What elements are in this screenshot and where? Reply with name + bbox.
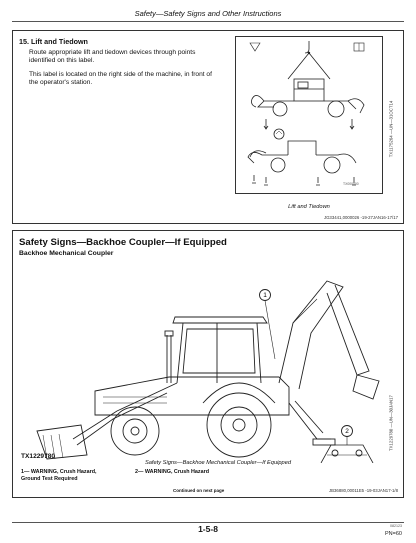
lift-tiedown-figure-side-id: TX1175264 —UN—31OCT14 [388, 100, 394, 158]
lift-tiedown-figure-small-id: TX000000 [343, 182, 359, 186]
lift-tiedown-illustration [236, 37, 382, 193]
lift-tiedown-section [12, 30, 404, 224]
legend-item-2: 2— WARNING, Crush Hazard [135, 469, 209, 475]
lift-tiedown-reference: JG33441,0000026 -19-27JAN16-17/17 [323, 215, 398, 220]
backhoe-coupler-title: Safety Signs—Backhoe Coupler—If Equipped [19, 237, 227, 248]
footer-divider [12, 522, 404, 523]
lift-tiedown-figure-caption: Lift and Tiedown [288, 204, 330, 210]
continued-note: Continued on next page [173, 488, 225, 493]
callout-1-label: 1 [263, 292, 267, 300]
page-header [12, 6, 404, 22]
backhoe-figure-caption: Safety Signs—Backhoe Mechanical Coupler—If Equipped [144, 460, 292, 466]
backhoe-figure-id: TX1229780 [21, 453, 56, 460]
backhoe-coupler-section [12, 230, 404, 498]
lift-tiedown-paragraph-2: This label is located on the right side of the machine, in front of the operator's station. [29, 71, 212, 87]
backhoe-illustration [17, 263, 381, 463]
header-title: Safety—Safety Signs and Other Instructions [134, 9, 282, 18]
callout-2-label: 2 [345, 428, 349, 436]
legend-item-1: 1— WARNING, Crush Hazard, Ground Test Required [21, 469, 97, 482]
page-number: 1-5-8 [198, 524, 218, 534]
backhoe-coupler-subtitle: Backhoe Mechanical Coupler [19, 250, 114, 257]
footer-code: 082123 [390, 524, 402, 528]
lift-tiedown-figure [235, 36, 383, 194]
backhoe-coupler-reference: JB36880,00011E5 -19-03JAN17-1/8 [329, 488, 398, 493]
lift-tiedown-title: 15. Lift and Tiedown [19, 37, 88, 46]
lift-tiedown-paragraph-1: Route appropriate lift and tiedown devices through points identified on this label. [29, 49, 196, 65]
backhoe-figure [17, 263, 381, 463]
footer-pn: PN=60 [385, 531, 402, 537]
backhoe-figure-side-id: TX1229780 —UN—30JAN17 [388, 395, 394, 451]
